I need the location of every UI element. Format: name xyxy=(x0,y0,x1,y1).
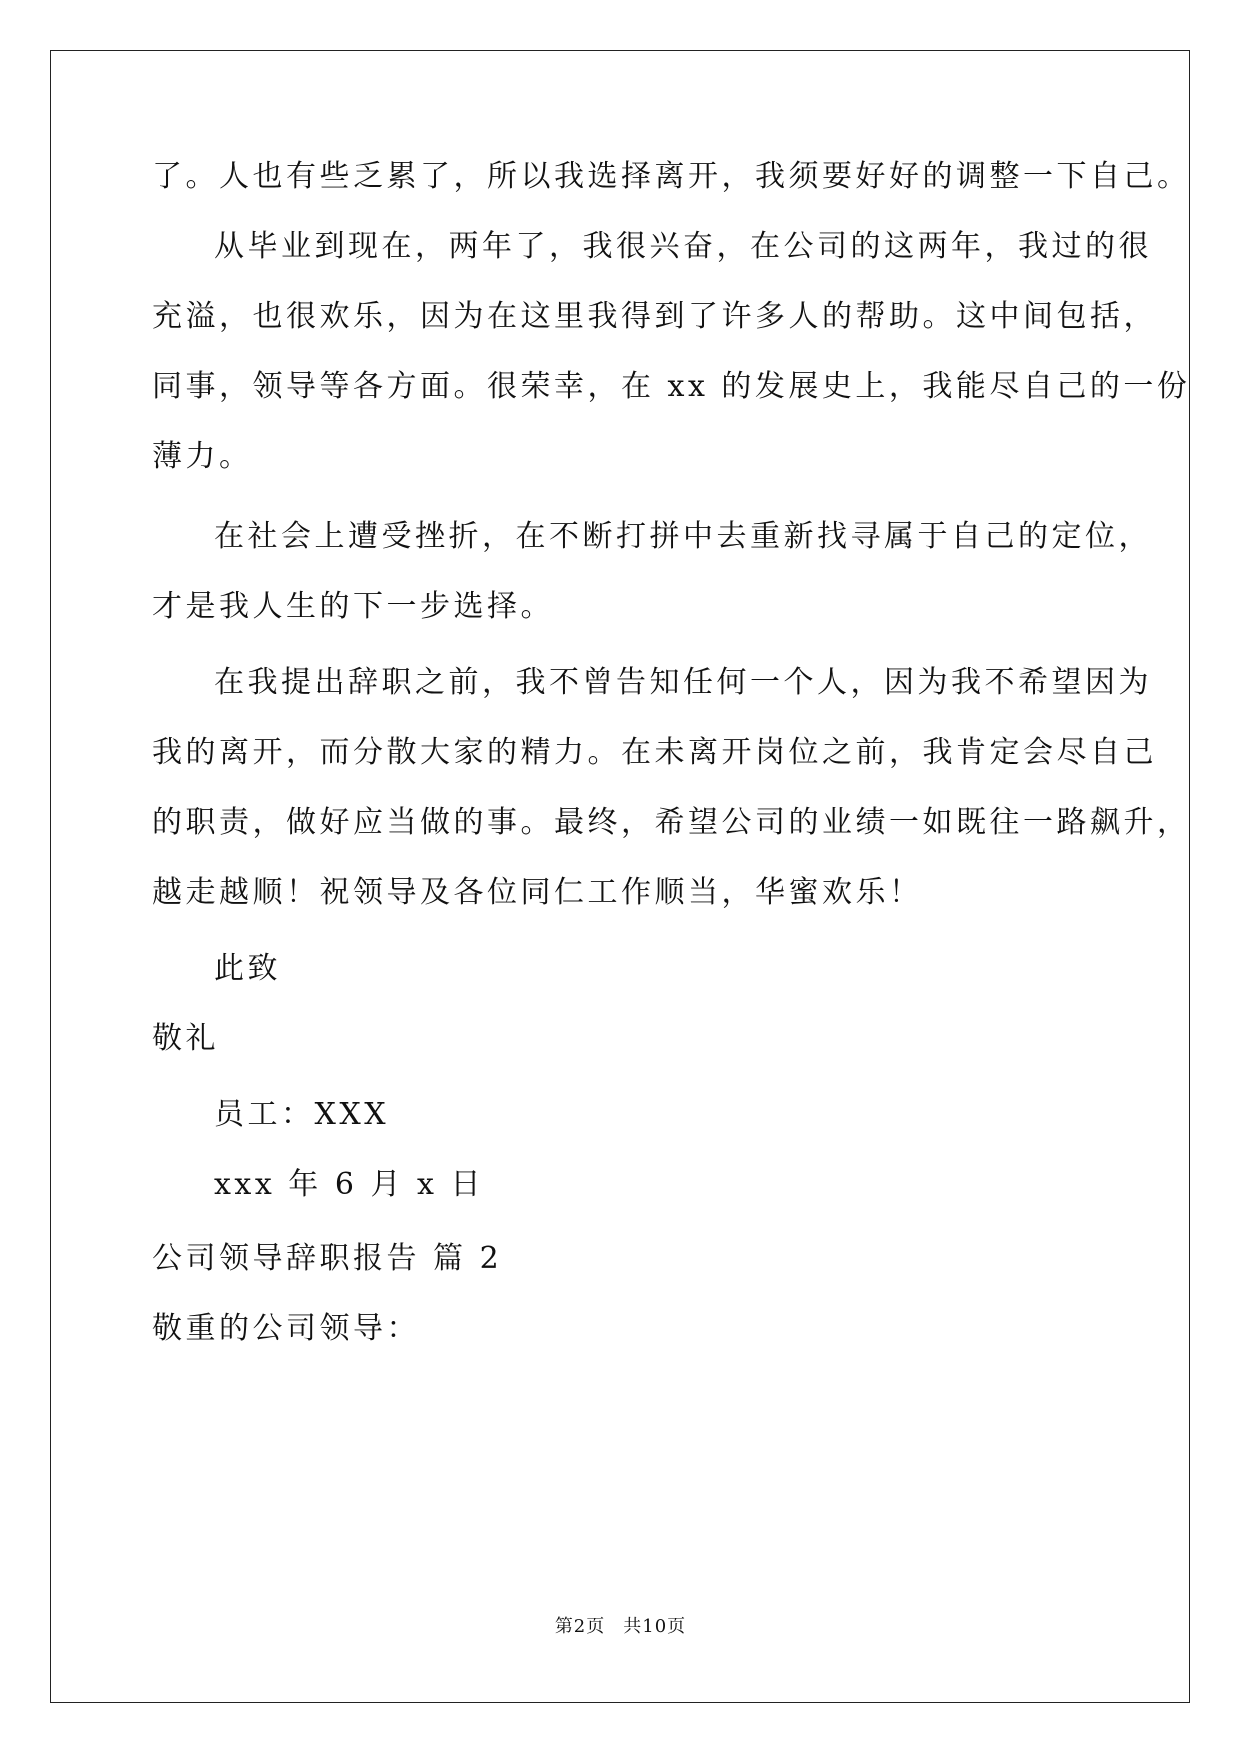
page-total: 共10页 xyxy=(623,1616,687,1637)
body-line-5: 薄力。 xyxy=(152,439,253,474)
body-line-3: 充溢，也很欢乐，因为在这里我得到了许多人的帮助。这中间包括， xyxy=(152,299,1157,334)
closing-regards: 敬礼 xyxy=(152,1021,219,1056)
signature-date: xxx 年 6 月 x 日 xyxy=(214,1167,484,1202)
signature-employee: 员工：XXX xyxy=(214,1097,390,1132)
body-line-6: 在社会上遭受挫折，在不断打拼中去重新找寻属于自己的定位， xyxy=(214,519,1152,554)
body-line-4: 同事，领导等各方面。很荣幸，在 xx 的发展史上，我能尽自己的一份 xyxy=(152,369,1191,404)
body-line-2: 从毕业到现在，两年了，我很兴奋，在公司的这两年，我过的很 xyxy=(214,229,1152,264)
page-number: 第2页 xyxy=(554,1616,606,1637)
closing-salutation: 此致 xyxy=(214,951,281,986)
greeting-line: 敬重的公司领导： xyxy=(152,1311,420,1346)
body-line-7: 才是我人生的下一步选择。 xyxy=(152,589,554,624)
body-line-1: 了。人也有些乏累了，所以我选择离开，我须要好好的调整一下自己。 xyxy=(152,159,1191,194)
body-line-11: 越走越顺！祝领导及各位同仁工作顺当，华蜜欢乐！ xyxy=(152,875,923,910)
page-footer xyxy=(0,1615,1241,1639)
body-line-8: 在我提出辞职之前，我不曾告知任何一个人，因为我不希望因为 xyxy=(214,665,1152,700)
body-line-10: 的职责，做好应当做的事。最终，希望公司的业绩一如既往一路飙升， xyxy=(152,805,1191,840)
section-heading: 公司领导辞职报告 篇 2 xyxy=(152,1241,503,1276)
body-line-9: 我的离开，而分散大家的精力。在未离开岗位之前，我肯定会尽自己 xyxy=(152,735,1157,770)
